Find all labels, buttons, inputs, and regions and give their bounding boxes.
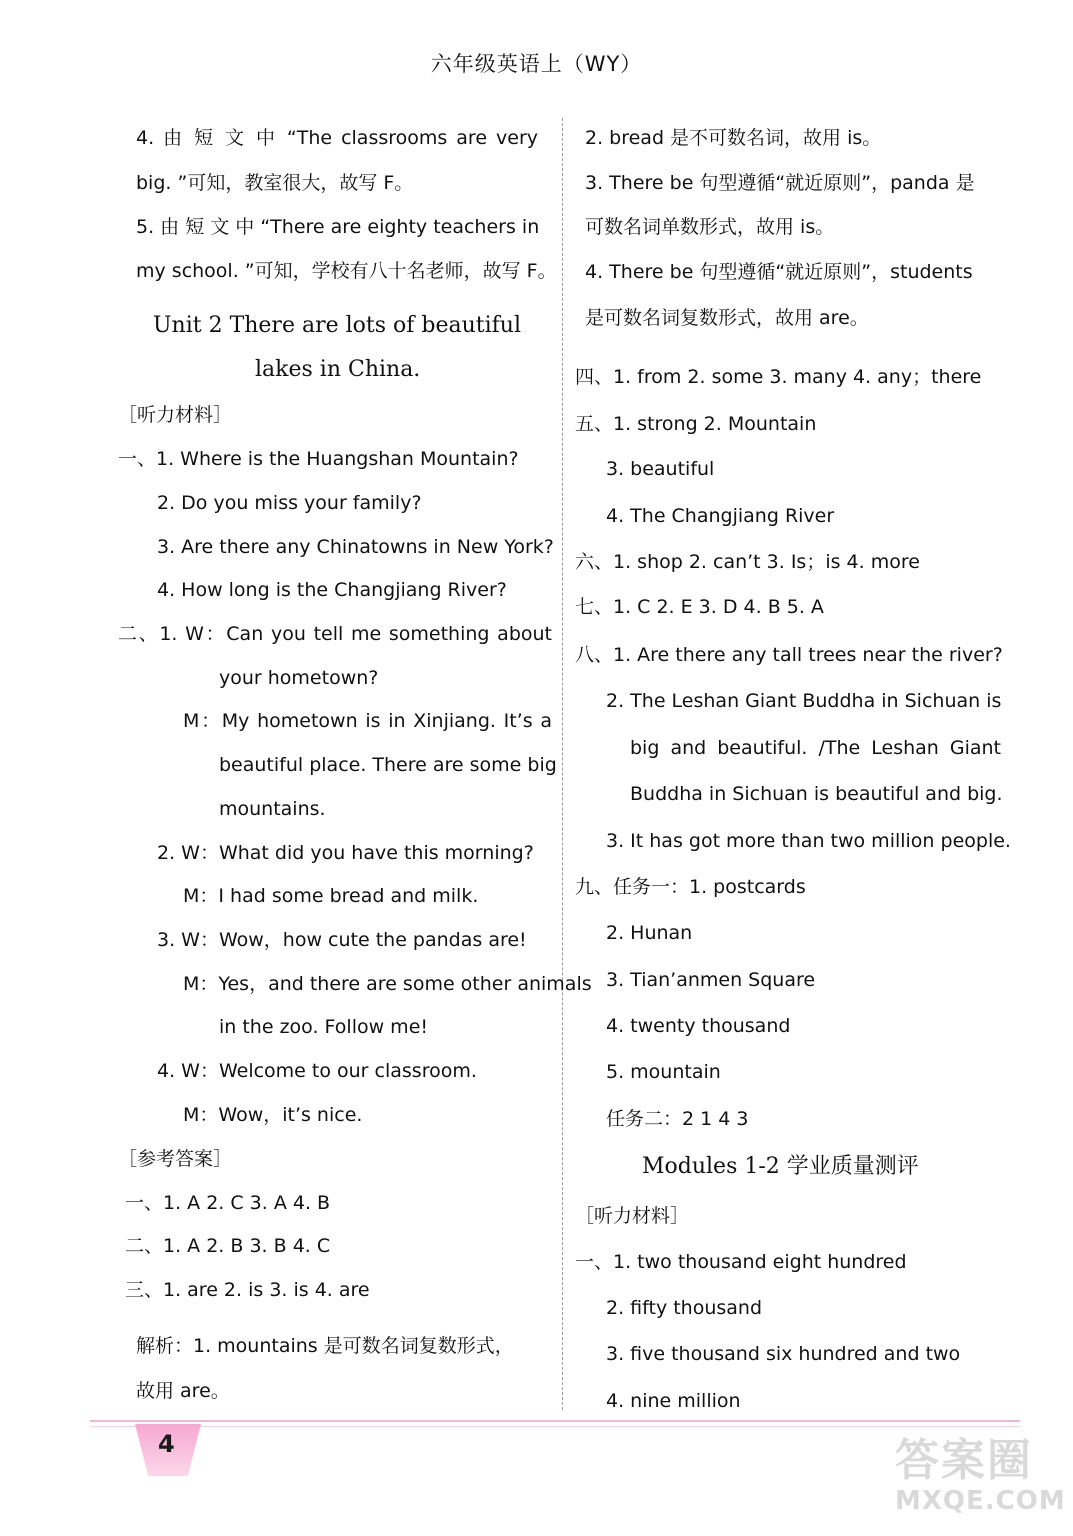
answer-line-3: 三、1. are 2. is 3. is 4. are bbox=[125, 1279, 370, 1301]
right-line-1: 2. bread 是不可数名词，故用 is。 bbox=[585, 127, 882, 149]
number-line-2: 2. fifty thousand bbox=[606, 1297, 763, 1319]
watermark-top-text: 答案圈 bbox=[895, 1435, 1033, 1486]
right-line-3: 可数名词单数形式，故用 is。 bbox=[585, 216, 835, 238]
right-line-8: 3. beautiful bbox=[606, 458, 715, 480]
number-line-4: 4. nine million bbox=[606, 1390, 741, 1412]
page-header-title: 六年级英语上（WY） bbox=[430, 52, 643, 76]
right-line-19: 3. Tian’anmen Square bbox=[606, 969, 816, 991]
footer-rule bbox=[90, 1420, 1020, 1422]
s2-line-3: M：My hometown is in Xinjiang. It’s a bbox=[183, 710, 552, 732]
s2-line-6: 2. W：What did you have this morning? bbox=[157, 842, 534, 864]
answer-line-1: 一、1. A 2. C 3. A 4. B bbox=[125, 1192, 331, 1214]
right-line-11: 七、1. C 2. E 3. D 4. B 5. A bbox=[575, 596, 824, 618]
s1-line-3: 3. Are there any Chinatowns in New York? bbox=[157, 536, 554, 558]
s1-line-2: 2. Do you miss your family? bbox=[157, 492, 422, 514]
number-line-1: 一、1. two thousand eight hundred bbox=[575, 1251, 907, 1273]
right-line-12: 八、1. Are there any tall trees near the river? bbox=[575, 644, 1003, 666]
right-line-10: 六、1. shop 2. can’t 3. Is；is 4. more bbox=[575, 551, 920, 573]
unit-title-line-2: lakes in China. bbox=[255, 357, 421, 382]
listening-label-left: ［听力材料］ bbox=[118, 404, 233, 426]
right-line-16: 3. It has got more than two million people. bbox=[606, 830, 1011, 852]
right-line-5: 是可数名词复数形式，故用 are。 bbox=[585, 307, 869, 329]
answer-label: ［参考答案］ bbox=[118, 1148, 233, 1170]
s2-line-1: 二、1. W：Can you tell me something about bbox=[118, 623, 552, 645]
s2-line-8: 3. W：Wow，how cute the pandas are! bbox=[157, 929, 527, 951]
right-line-4: 4. There be 句型遵循“就近原则”，students bbox=[585, 261, 973, 283]
s2-line-7: M：I had some bread and milk. bbox=[183, 885, 479, 907]
s2-line-12: M：Wow，it’s nice. bbox=[183, 1104, 363, 1126]
footer-rule-thin bbox=[90, 1426, 1020, 1427]
s2-line-2: your hometown? bbox=[219, 667, 379, 689]
s2-line-11: 4. W：Welcome to our classroom. bbox=[157, 1060, 477, 1082]
s2-line-10: in the zoo. Follow me! bbox=[219, 1016, 428, 1038]
unit-title-line-1: Unit 2 There are lots of beautiful bbox=[153, 313, 522, 338]
answer-line-2: 二、1. A 2. B 3. B 4. C bbox=[125, 1235, 331, 1257]
analysis-line-1: 解析：1. mountains 是可数名词复数形式， bbox=[136, 1335, 514, 1357]
right-line-6: 四、1. from 2. some 3. many 4. any；there bbox=[575, 366, 982, 388]
right-line-21: 5. mountain bbox=[606, 1061, 721, 1083]
number-line-3: 3. five thousand six hundred and two bbox=[606, 1343, 961, 1365]
right-line-14: big and beautiful. /The Leshan Giant bbox=[630, 737, 1001, 759]
column-divider bbox=[562, 118, 563, 1410]
analysis-line-2: 故用 are。 bbox=[136, 1380, 230, 1402]
s2-line-9: M：Yes，and there are some other animals bbox=[183, 973, 592, 995]
right-line-17: 九、任务一：1. postcards bbox=[575, 876, 806, 898]
s2-line-4: beautiful place. There are some big bbox=[219, 754, 557, 776]
left-line-2: big. ”可知，教室很大，故写 F。 bbox=[136, 172, 414, 194]
right-line-2: 3. There be 句型遵循“就近原则”，panda 是 bbox=[585, 172, 975, 194]
right-line-9: 4. The Changjiang River bbox=[606, 505, 835, 527]
left-line-4: my school. ”可知，学校有八十名老师，故写 F。 bbox=[136, 260, 557, 282]
right-line-15: Buddha in Sichuan is beautiful and big. bbox=[630, 783, 1003, 805]
s2-line-5: mountains. bbox=[219, 798, 326, 820]
s1-line-4: 4. How long is the Changjiang River? bbox=[157, 579, 507, 601]
listening-label-right: ［听力材料］ bbox=[575, 1205, 690, 1227]
right-line-7: 五、1. strong 2. Mountain bbox=[575, 413, 817, 435]
right-line-13: 2. The Leshan Giant Buddha in Sichuan is bbox=[606, 690, 1002, 712]
watermark-logo bbox=[895, 1436, 1065, 1526]
right-line-18: 2. Hunan bbox=[606, 922, 693, 944]
s1-line-1: 一、1. Where is the Huangshan Mountain? bbox=[118, 448, 519, 470]
right-line-20: 4. twenty thousand bbox=[606, 1015, 791, 1037]
watermark-bottom-text: MXQE.COM bbox=[895, 1486, 1066, 1516]
page-number: 4 bbox=[158, 1430, 175, 1458]
left-line-1: 4. 由 短 文 中 “The classrooms are very bbox=[136, 127, 538, 149]
left-line-3: 5. 由 短 文 中 “There are eighty teachers in bbox=[136, 216, 540, 238]
modules-title: Modules 1-2 学业质量测评 bbox=[642, 1154, 919, 1179]
right-line-22: 任务二：2 1 4 3 bbox=[606, 1108, 749, 1130]
